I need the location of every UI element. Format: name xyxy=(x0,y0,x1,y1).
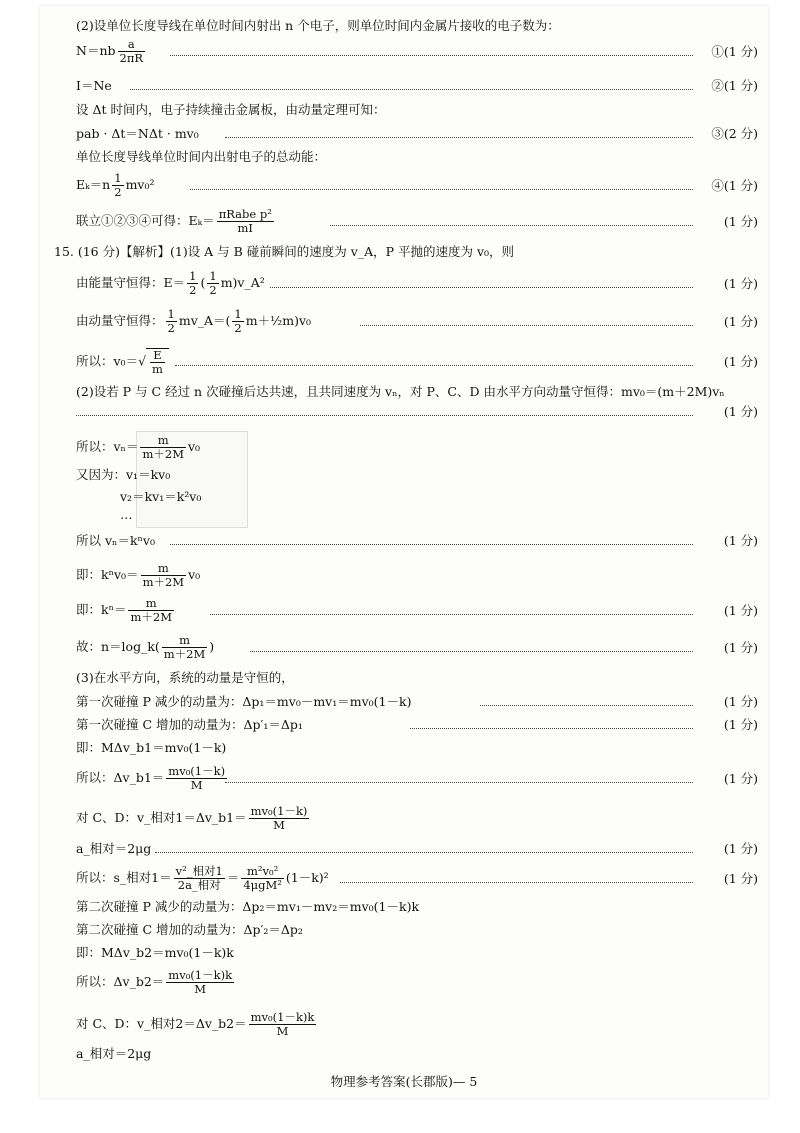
fraction: $\frac{1}{2}$ xyxy=(167,307,175,335)
score-label: (1 分) xyxy=(723,533,758,548)
eq-suffix: ) xyxy=(209,639,215,654)
leader-dots xyxy=(480,694,693,706)
eq-prefix: 由动量守恒得： xyxy=(76,313,164,328)
line-text: 即：MΔv_b1＝mv₀(1－k) xyxy=(76,740,227,755)
score-label: ③(2 分) xyxy=(711,126,758,141)
score-label: (1 分) xyxy=(723,771,758,786)
line-text: (2)设单位长度导线在单位时间内射出 n 个电子，则单位时间内金属片接收的电子数为： xyxy=(76,18,560,33)
leader-dots xyxy=(270,276,693,288)
line-text: 第二次碰撞 P 减少的动量为：Δp₂＝mv₁－mv₂＝mv₀(1－k)k xyxy=(76,899,420,914)
fraction: $\frac{\text{mv₀(1－k)}}{M}$ xyxy=(250,804,308,832)
line-text: I＝Ne xyxy=(76,78,112,93)
score-label: (1 分) xyxy=(723,354,758,369)
question-15-header: 15. (16 分)【解析】(1)设 A 与 B 碰前瞬间的速度为 v_A，P 平抛的速度为 v₀，则 xyxy=(54,244,515,259)
leader-dots xyxy=(340,871,693,883)
score-label: ②(1 分) xyxy=(711,78,758,93)
score-label: (1 分) xyxy=(723,640,758,655)
eq-prefix: 所以：s_相对1＝ xyxy=(76,870,172,885)
score-label: (1 分) xyxy=(723,841,758,856)
score-label: (1 分) xyxy=(723,314,758,329)
eq-prefix: 联立①②③④可得：Eₖ＝ xyxy=(76,213,215,228)
eq-suffix: (1－k)² xyxy=(285,870,329,885)
fraction: $\frac{\text{v²\_相对1}}{\text{2a\_相对}}$ xyxy=(175,864,223,892)
fraction: $\frac{\text{m²v₀²}}{\text{4μgM²}}$ xyxy=(243,864,282,892)
line-text: 第一次碰撞 C 增加的动量为：Δp′₁＝Δp₁ xyxy=(76,717,303,732)
eq-prefix: 对 C、D：v_相对2＝Δv_b2＝ xyxy=(76,1016,247,1031)
line-text: v₂＝kv₁＝k²v₀ xyxy=(120,489,202,504)
fraction: $\frac{m}{m+2M}$ xyxy=(142,561,185,589)
eq-prefix: 对 C、D：v_相对1＝Δv_b1＝ xyxy=(76,810,247,825)
eq-prefix: N＝nb xyxy=(76,43,116,58)
eq-suffix: v₀ xyxy=(188,567,201,582)
score-label: (1 分) xyxy=(723,603,758,618)
eq-prefix: 所以：Δv_b1＝ xyxy=(76,770,165,785)
score-label: (1 分) xyxy=(723,214,758,229)
leader-dots xyxy=(170,533,693,545)
line-text: … xyxy=(120,507,133,522)
score-label: ④(1 分) xyxy=(711,178,758,193)
eq-prefix: 故：n＝log_k( xyxy=(76,639,160,654)
eq-prefix: 即：kⁿ＝ xyxy=(76,602,127,617)
eq-prefix: 所以：v₀＝ xyxy=(76,353,139,369)
line-text: 所以 vₙ＝kⁿv₀ xyxy=(76,533,155,548)
leader-dots xyxy=(170,44,693,56)
score-label: (1 分) xyxy=(723,404,758,419)
leader-dots xyxy=(190,178,693,190)
eq-prefix: 由能量守恒得：E＝ xyxy=(76,275,186,290)
line-text: pab · Δt＝NΔt · mv₀ xyxy=(76,126,199,141)
eq-suffix: mv₀² xyxy=(125,177,155,192)
leader-dots xyxy=(130,78,693,90)
fraction: $\frac{1}{2}$ xyxy=(209,269,217,297)
leader-dots xyxy=(155,841,693,853)
leader-dots xyxy=(76,404,693,416)
leader-dots xyxy=(175,354,693,366)
score-label: (1 分) xyxy=(723,871,758,886)
line-text: (3)在水平方向，系统的动量是守恒的， xyxy=(76,670,294,685)
leader-dots xyxy=(330,214,693,226)
line-text: 单位长度导线单位时间内出射电子的总动能： xyxy=(76,149,327,164)
score-label: (1 分) xyxy=(723,694,758,709)
eq-prefix: 所以：Δv_b2＝ xyxy=(76,974,165,989)
fraction: $\frac{m}{m+2M}$ xyxy=(130,596,172,624)
fraction: $\frac{1}{2}$ xyxy=(234,307,242,335)
line-text: 又因为：v₁＝kv₀ xyxy=(76,467,171,482)
line-text: 第二次碰撞 C 增加的动量为：Δp′₂＝Δp₂ xyxy=(76,922,303,937)
line-text: a_相对＝2μg xyxy=(76,841,152,856)
eq-suffix: v₀ xyxy=(187,439,201,454)
fraction: $\frac{\text{mv₀(1－k)k}}{M}$ xyxy=(168,968,233,996)
leader-dots xyxy=(225,771,693,783)
fraction: $\frac{1}{2}$ xyxy=(114,171,122,199)
leader-dots xyxy=(250,640,693,652)
sqrt: $\frac{E}{m}$ xyxy=(146,348,169,376)
score-label: (1 分) xyxy=(723,276,758,291)
eq-suffix: m)v_A² xyxy=(220,275,265,290)
fraction: $\frac{\text{mv₀(1－k)}}{M}$ xyxy=(168,764,226,792)
eq-prefix: 即：kⁿv₀＝ xyxy=(76,567,139,582)
fraction: $\frac{\text{mv₀(1－k)k}}{M}$ xyxy=(250,1010,315,1038)
line-text: a_相对＝2μg xyxy=(76,1046,152,1061)
fraction: $\frac{\text{πRabe p²}}{mI}$ xyxy=(218,207,272,235)
eq-prefix: 所以：vₙ＝ xyxy=(76,439,139,454)
leader-dots xyxy=(210,603,693,615)
leader-dots xyxy=(360,314,693,326)
fraction: $\frac{a}{2\pi R}$ xyxy=(119,37,144,65)
fraction: $\frac{1}{2}$ xyxy=(189,269,197,297)
line-text: (2)设若 P 与 C 经过 n 次碰撞后达共速，且共同速度为 vₙ，对 P、C、D 由水平方向动量守恒得：mv₀＝(m＋2M)vₙ xyxy=(76,384,725,399)
score-label: (1 分) xyxy=(723,717,758,732)
line-text: 第一次碰撞 P 减少的动量为：Δp₁＝mv₀－mv₁＝mv₀(1－k) xyxy=(76,694,412,709)
fraction: $\frac{m}{m+2M}$ xyxy=(163,633,206,661)
answer-page: (2)设单位长度导线在单位时间内射出 n 个电子，则单位时间内金属片接收的电子数为： N＝nb $\frac{a}{2\pi R}$ ①(1 分) I＝Ne ②(1 分) 设 Δt 时间内，电子持续撞击金属板，由动量定理可知： pab · Δt＝NΔt · mv₀ ③(2 分) 单位长度导线单位时间内出射电子的总动能： Eₖ＝n $\frac{1}{2}$ mv₀² ④(1 分) 联立①②③④可得：Eₖ＝ $\frac{\text{πRabe p²}}{mI}$ (1 分) 15. (16 分)【解析】(1)设 A 与 B 碰前瞬间的速度为 v_A，P 平抛的速度为 v₀，则 由能量守恒得：E＝ $\frac{1}{2}$ ( $\frac{1}{2}$ m)v_A² (1 分) 由动量守恒得： $\frac{1}{2}$ mv_A＝( $\frac{1}{2}$ m＋½m)v₀ (1 分) 所以：v₀＝√ $\frac{E}{m}$ (1 分) (2)设若 P 与 C 经过 n 次碰撞后达共速，且共同速度为 vₙ，对 P、C、D 由水平方向动量守恒得：mv₀＝(m＋2M)vₙ (1 分) 所以：vₙ＝ $\frac{m}{m+2M}$ v₀ 又因为：v₁＝kv₀ v₂＝kv₁＝k²v₀ … 所以 vₙ＝kⁿv₀ (1 分) 即：kⁿv₀＝ $\frac{m}{m+2M}$ v₀ 即：kⁿ＝ $\frac{m}{m+2M}$ (1 分) 故：n＝log_k( $\frac{m}{m+2M}$ ) (1 分) (3)在水平方向，系统的动量是守恒的， 第一次碰撞 P 减少的动量为：Δp₁＝mv₀－mv₁＝mv₀(1－k) (1 分) 第一次碰撞 C 增加的动量为：Δp′₁＝Δp₁ (1 分) 即：MΔv_b1＝mv₀(1－k) 所以：Δv_b1＝ $\frac{\text{mv₀(1－k)}}{M}$ (1 分) 对 C、D：v_相对1＝Δv_b1＝ $\frac{\text{mv₀(1－k)}}{M}$ a_相对＝2μg (1 分) 所以：s_相对1＝ $\frac{\text{v²\_相对1}}{\text{2a\_相对}}$ ＝ $\frac{\text{m²v₀²}}{\text{4μgM²}}$ (1－k)² (1 分) 第二次碰撞 P 减少的动量为：Δp₂＝mv₁－mv₂＝mv₀(1－k)k 第二次碰撞 C 增加的动量为：Δp′₂＝Δp₂ 即：MΔv_b2＝mv₀(1－k)k 所以：Δv_b2＝ $\frac{\text{mv₀(1－k)k}}{M}$ 对 C、D：v_相对2＝Δv_b2＝ $\frac{\text{mv₀(1－k)k}}{M}$ a_相对＝2μg 物理参考答案(长郡版)— 5 xyxy=(40,6,768,1098)
leader-dots xyxy=(225,126,693,138)
score-label: ①(1 分) xyxy=(711,44,758,59)
eq-suffix: m＋½m)v₀ xyxy=(245,313,312,328)
line-text: 设 Δt 时间内，电子持续撞击金属板，由动量定理可知： xyxy=(76,102,386,117)
page-footer: 物理参考答案(长郡版)— 5 xyxy=(330,1074,478,1089)
leader-dots xyxy=(410,717,693,729)
fraction: $\frac{m}{m+2M}$ xyxy=(142,433,184,461)
line-text: 即：MΔv_b2＝mv₀(1－k)k xyxy=(76,945,234,960)
eq-prefix: Eₖ＝n xyxy=(76,177,111,192)
